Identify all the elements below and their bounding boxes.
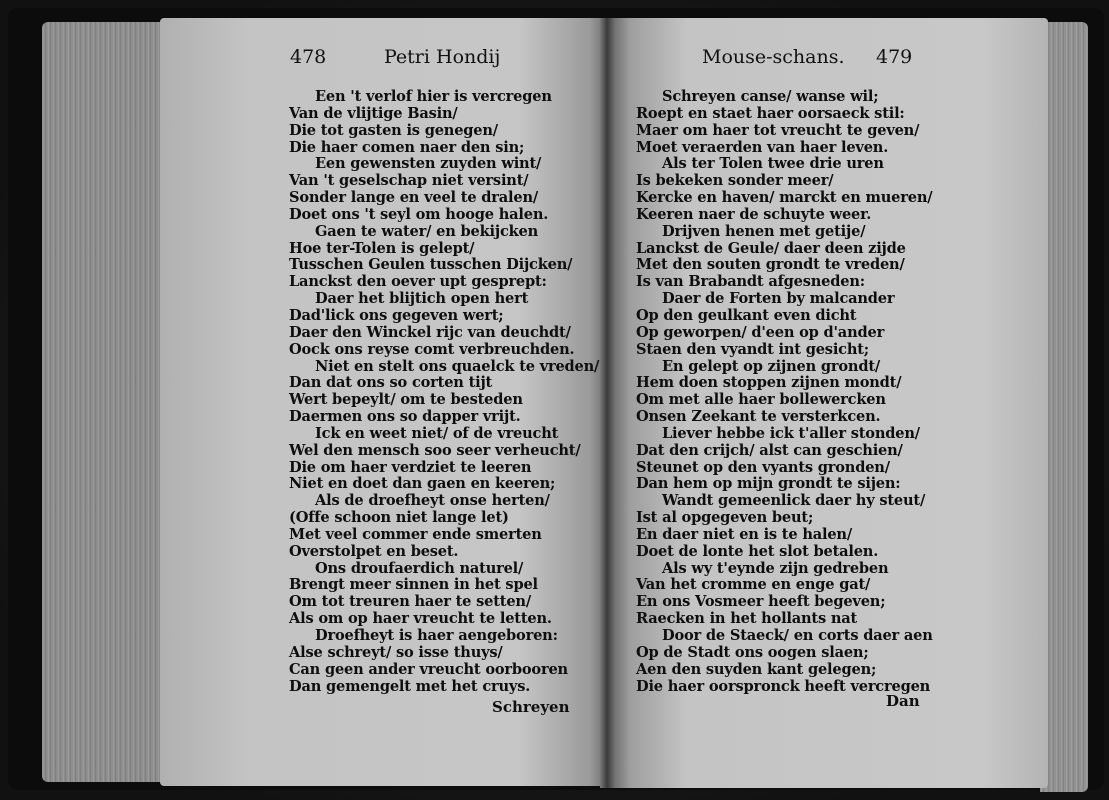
verse-line: Gaen te water/ en bekijcken — [315, 222, 539, 240]
verse-line: Wandt gemeenlick daer hy steut/ — [662, 492, 926, 510]
verse-line: Drijven henen met getije/ — [662, 222, 866, 240]
verse-line: Die haer comen naer den sin; — [289, 138, 525, 156]
verse-line: Alse schreyt/ so isse thuys/ — [289, 643, 503, 661]
verse-line: Dan gemengelt met het cruys. — [289, 677, 531, 695]
right-page-number: 479 — [876, 46, 913, 68]
verse-line: Die om haer verdziet te leeren — [289, 458, 532, 476]
verse-line: Ons droufaerdich naturel/ — [315, 559, 524, 577]
verse-line: Moet veraerden van haer leven. — [636, 138, 889, 156]
verse-line: Lanckst de Geule/ daer deen zijde — [636, 239, 906, 257]
verse-line: Keeren naer de schuyte weer. — [636, 205, 872, 223]
verse-line: En gelept op zijnen grondt/ — [662, 357, 880, 375]
verse-line: Op geworpen/ d'een op d'ander — [636, 323, 885, 341]
verse-line: Dat den crijch/ alst can geschien/ — [636, 441, 903, 459]
verse-line: Met den souten grondt te vreden/ — [636, 256, 905, 274]
verse-line: Daer den Winckel rijc van deuchdt/ — [289, 323, 571, 341]
verse-line: Staen den vyandt int gesicht; — [636, 340, 869, 358]
verse-line: Lanckst den oever upt gesprept: — [289, 273, 547, 291]
verse-line: En ons Vosmeer heeft begeven; — [636, 593, 886, 611]
verse-line: Daermen ons so dapper vrijt. — [289, 408, 521, 426]
verse-line: En daer niet en is te halen/ — [636, 525, 852, 543]
verse-line: Een gewensten zuyden wint/ — [315, 155, 542, 173]
verse-line: Is bekeken sonder meer/ — [636, 172, 834, 190]
verse-line: Raecken in het hollants nat — [636, 610, 858, 628]
verse-line: Onsen Zeekant te versterkcen. — [636, 408, 881, 426]
verse-line: Maer om haer tot vreucht te geven/ — [636, 121, 920, 139]
book-gutter — [600, 18, 614, 788]
verse-line: Ick en weet niet/ of de vreucht — [315, 424, 559, 442]
verse-line: Door de Staeck/ en corts daer aen — [662, 627, 933, 644]
verse-line: Can geen ander vreucht oorbooren — [289, 660, 568, 678]
verse-line: Niet en stelt ons quaelck te vreden/ — [315, 357, 600, 375]
verse-line: Op de Stadt ons oogen slaen; — [636, 643, 869, 661]
right-page-verse — [636, 89, 933, 695]
verse-line: Steunet op den vyants gronden/ — [636, 458, 890, 476]
verse-line: Daer de Forten by malcander — [662, 290, 895, 308]
left-catchword: Schreyen — [492, 698, 570, 716]
verse-line: Die haer oorspronck heeft vercregen — [636, 677, 931, 695]
verse-line: Sonder lange en veel te dralen/ — [289, 189, 538, 207]
verse-line: Van het cromme en enge gat/ — [636, 576, 871, 594]
verse-line: Als de droefheyt onse herten/ — [315, 492, 550, 510]
verse-line: Om tot treuren haer te setten/ — [289, 593, 531, 611]
verse-line: Hoe ter-Tolen is gelept/ — [289, 239, 475, 257]
left-running-head: Petri Hondij — [384, 46, 501, 68]
verse-line: Liever hebbe ick t'aller stonden/ — [662, 424, 920, 442]
verse-line: Roept en staet haer oorsaeck stil: — [636, 104, 905, 122]
verse-line: Droefheyt is haer aengeboren: — [315, 627, 558, 644]
verse-line: (Offe schoon niet lange let) — [289, 509, 509, 527]
verse-line: Schreyen canse/ wanse wil; — [662, 88, 879, 105]
verse-line: Overstolpet en beset. — [289, 542, 459, 560]
verse-line: Wel den mensch soo seer verheucht/ — [289, 441, 581, 459]
verse-line: Als om op haer vreucht te letten. — [289, 610, 552, 628]
verse-line: Dad'lick ons gegeven wert; — [289, 306, 504, 324]
right-catchword: Dan — [886, 692, 920, 710]
left-page-number: 478 — [290, 46, 327, 68]
verse-line: Daer het blijtich open hert — [315, 290, 529, 308]
verse-line: Als wy t'eynde zijn gedreben — [662, 559, 889, 577]
verse-line: Is van Brabandt afgesneden: — [636, 273, 865, 291]
verse-line: Dan dat ons so corten tijt — [289, 374, 493, 392]
left-page-block-edge — [42, 22, 172, 782]
verse-line: Brengt meer sinnen in het spel — [289, 576, 538, 594]
verse-line: Van 't geselschap niet versint/ — [289, 172, 529, 190]
right-running-head: Mouse-schans. — [702, 46, 845, 68]
verse-line: Als ter Tolen twee drie uren — [662, 155, 884, 173]
verse-line: Aen den suyden kant gelegen; — [636, 660, 877, 678]
verse-line: Die tot gasten is genegen/ — [289, 121, 498, 139]
left-page-verse — [289, 89, 599, 695]
verse-line: Tusschen Geulen tusschen Dijcken/ — [289, 256, 573, 274]
verse-line: Doet ons 't seyl om hooge halen. — [289, 205, 549, 223]
verse-line: Hem doen stoppen zijnen mondt/ — [636, 374, 902, 392]
verse-line: Wert bepeylt/ om te besteden — [289, 391, 523, 409]
verse-line: Doet de lonte het slot betalen. — [636, 542, 879, 560]
verse-line: Kercke en haven/ marckt en mueren/ — [636, 189, 933, 207]
verse-line: Van de vlijtige Basin/ — [289, 104, 458, 122]
verse-line: Ist al opgegeven beut; — [636, 509, 814, 527]
verse-line: Een 't verlof hier is vercregen — [315, 88, 552, 105]
verse-line: Om met alle haer bollewercken — [636, 391, 886, 409]
verse-line: Oock ons reyse comt verbreuchden. — [289, 340, 575, 358]
verse-line: Dan hem op mijn grondt te sijen: — [636, 475, 901, 493]
verse-line: Met veel commer ende smerten — [289, 525, 542, 543]
verse-line: Niet en doet dan gaen en keeren; — [289, 475, 556, 493]
verse-line: Op den geulkant even dicht — [636, 306, 857, 324]
